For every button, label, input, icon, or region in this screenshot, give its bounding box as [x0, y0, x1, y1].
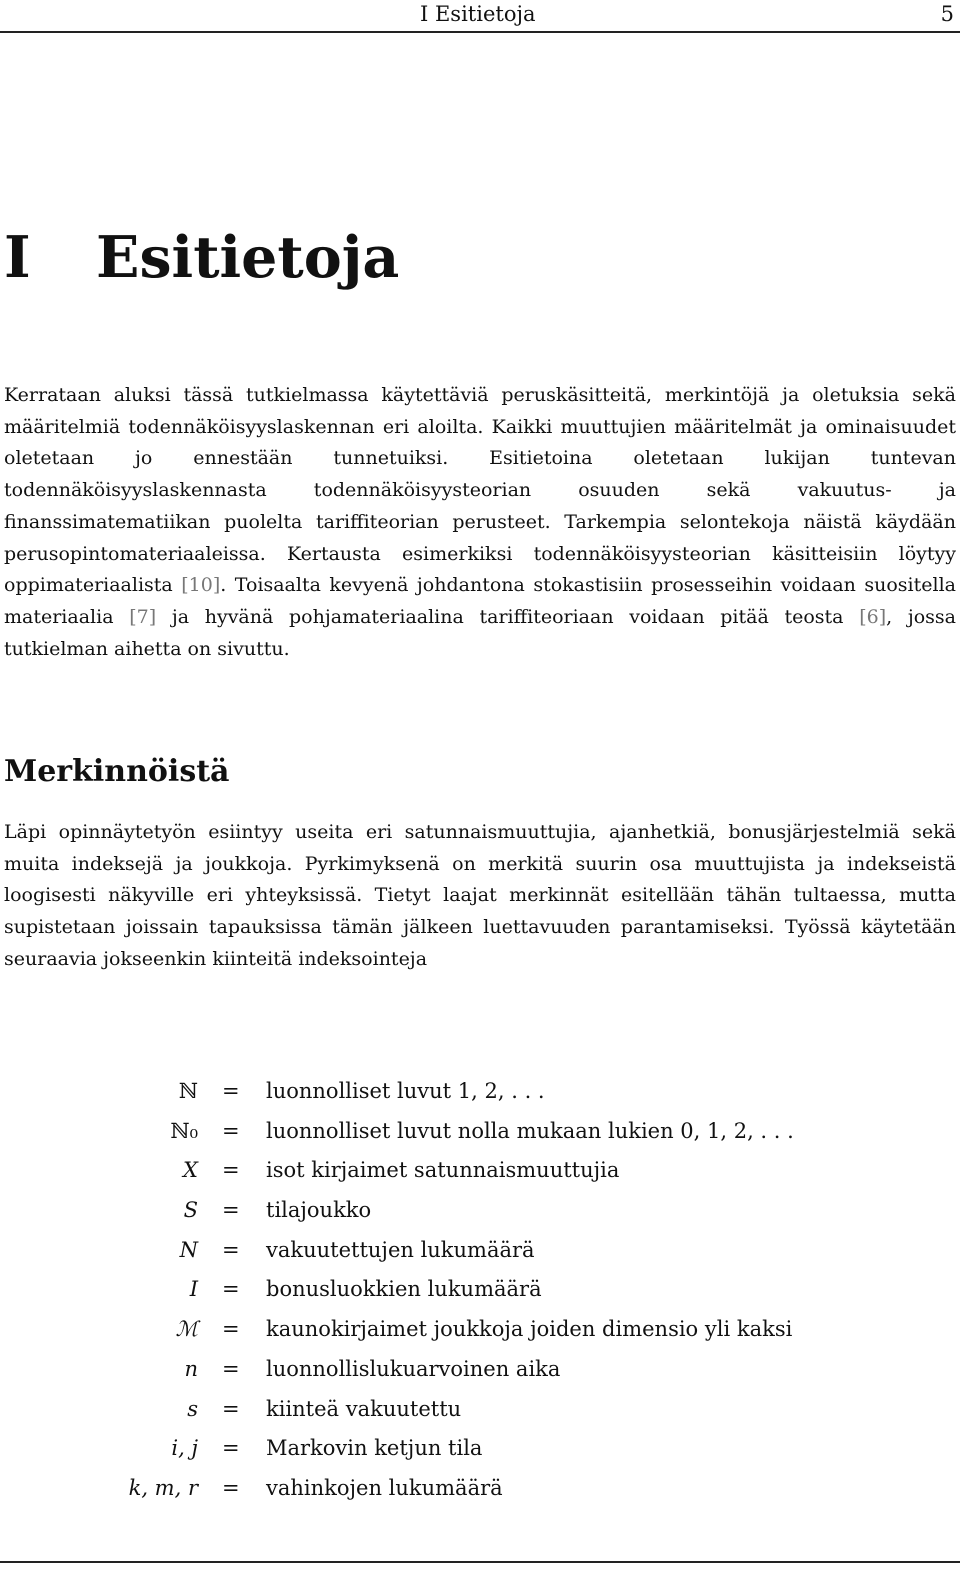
notation-symbol: s — [187, 1396, 198, 1421]
notation-row — [0, 1390, 960, 1430]
notation-meaning: Markovin ketjun tila — [266, 1436, 483, 1461]
notation-meaning: luonnolliset luvut 1, 2, . . . — [266, 1079, 545, 1103]
notation-row — [0, 1112, 960, 1152]
notation-meaning: kaunokirjaimet joukkoja joiden dimensio yli kaksi — [266, 1317, 793, 1342]
notation-symbol: X — [183, 1158, 198, 1183]
intro-text-part2: . Toisaalta kevyenä johdantona stokastisiin prosesseihin voidaan suositella materiaalia — [4, 574, 956, 628]
running-header — [0, 0, 960, 31]
header-rule — [0, 31, 960, 33]
notation-meaning: kiinteä vakuutettu — [266, 1396, 462, 1421]
equals-sign: = — [222, 1079, 240, 1103]
notation-symbol: S — [183, 1198, 198, 1223]
notation-table — [0, 1072, 960, 1509]
equals-sign: = — [222, 1317, 240, 1342]
notation-symbol: k, m, r — [128, 1475, 198, 1500]
notation-symbol: ℳ — [175, 1317, 198, 1342]
intro-text-part3: ja hyvänä pohjamateriaalina tariffiteoriaan voidaan pitää teosta — [156, 605, 860, 628]
footer-rule — [0, 1561, 960, 1563]
notation-paragraph: Läpi opinnäytetyön esiintyy useita eri satunnaismuuttujia, ajanhetkiä, bonusjärjestelmiä sekä muita indeksejä ja joukkoja. Pyrkimyksenä on merkitä suurin osa muuttujista ja indekseistä loogisesti näkyville eri yhteyksissä. Tietyt laajat merkinnät esitellään tähän tultaessa, mutta supistetaan joissain tapauksissa tämän jälkeen luettavuuden parantamiseksi. Työssä käytetään seuraavia jokseenkin kiinteitä indeksointeja — [4, 821, 956, 970]
notation-row — [0, 1350, 960, 1390]
citation-link-10[interactable]: [10] — [181, 574, 221, 597]
equals-sign: = — [222, 1475, 240, 1500]
notation-row — [0, 1072, 960, 1112]
citation-link-7[interactable]: [7] — [129, 605, 157, 628]
notation-row — [0, 1191, 960, 1231]
equals-sign: = — [222, 1158, 240, 1183]
chapter-heading — [4, 222, 399, 294]
page-number: 5 — [940, 2, 954, 26]
equals-sign: = — [222, 1436, 240, 1461]
notation-meaning: luonnolliset luvut nolla mukaan lukien 0, 1, 2, . . . — [266, 1118, 794, 1143]
notation-symbol: N — [179, 1237, 198, 1262]
equals-sign: = — [222, 1198, 240, 1223]
notation-row — [0, 1151, 960, 1191]
notation-meaning: bonusluokkien lukumäärä — [266, 1277, 542, 1302]
citation-link-6[interactable]: [6] — [859, 605, 887, 628]
equals-sign: = — [222, 1118, 240, 1143]
equals-sign: = — [222, 1396, 240, 1421]
intro-text-part1: Kerrataan aluksi tässä tutkielmassa käytettäviä peruskäsitteitä, merkintöjä ja oletuksia sekä määritelmiä todennäköisyyslaskennan eri aloilta. Kaikki muuttujien määritelmät ja ominaisuudet oletetaan jo ennestään tunnetuiksi. Esitietoina oletetaan lukijan tuntevan todennäköisyyslaskennasta todennäköisyysteorian osuuden sekä vakuutus- ja finanssimatematiikan puolelta tariffiteorian perusteet. Tarkempia selontekoja näistä käydään perusopintomateriaaleissa. Kertausta esimerkiksi todennäköisyysteorian käsitteisiin löytyy oppimateriaalista — [4, 384, 956, 597]
notation-symbol: I — [189, 1277, 198, 1302]
notation-row — [0, 1429, 960, 1469]
notation-meaning: vahinkojen lukumäärä — [266, 1475, 503, 1500]
notation-row — [0, 1310, 960, 1350]
notation-meaning: isot kirjaimet satunnaismuuttujia — [266, 1158, 620, 1183]
notation-meaning: luonnollislukuarvoinen aika — [266, 1356, 561, 1381]
chapter-title: Esitietoja — [96, 224, 400, 291]
intro-text-part4: , jossa tutkielman aihetta on sivuttu. — [4, 605, 956, 660]
equals-sign: = — [222, 1237, 240, 1262]
notation-meaning: vakuutettujen lukumäärä — [266, 1237, 535, 1262]
notation-symbol: ℕ — [178, 1079, 198, 1103]
equals-sign: = — [222, 1356, 240, 1381]
notation-symbol: ℕ₀ — [170, 1118, 198, 1143]
running-title: I Esitietoja — [420, 2, 536, 26]
notation-symbol: i, j — [171, 1436, 198, 1461]
equals-sign: = — [222, 1277, 240, 1302]
notation-row — [0, 1231, 960, 1271]
chapter-number: I — [4, 224, 31, 291]
notation-symbol: n — [184, 1356, 198, 1381]
notation-row — [0, 1270, 960, 1310]
notation-meaning: tilajoukko — [266, 1198, 372, 1223]
section-heading-notation: Merkinnöistä — [4, 754, 230, 789]
notation-row — [0, 1469, 960, 1509]
intro-paragraph — [4, 380, 956, 665]
